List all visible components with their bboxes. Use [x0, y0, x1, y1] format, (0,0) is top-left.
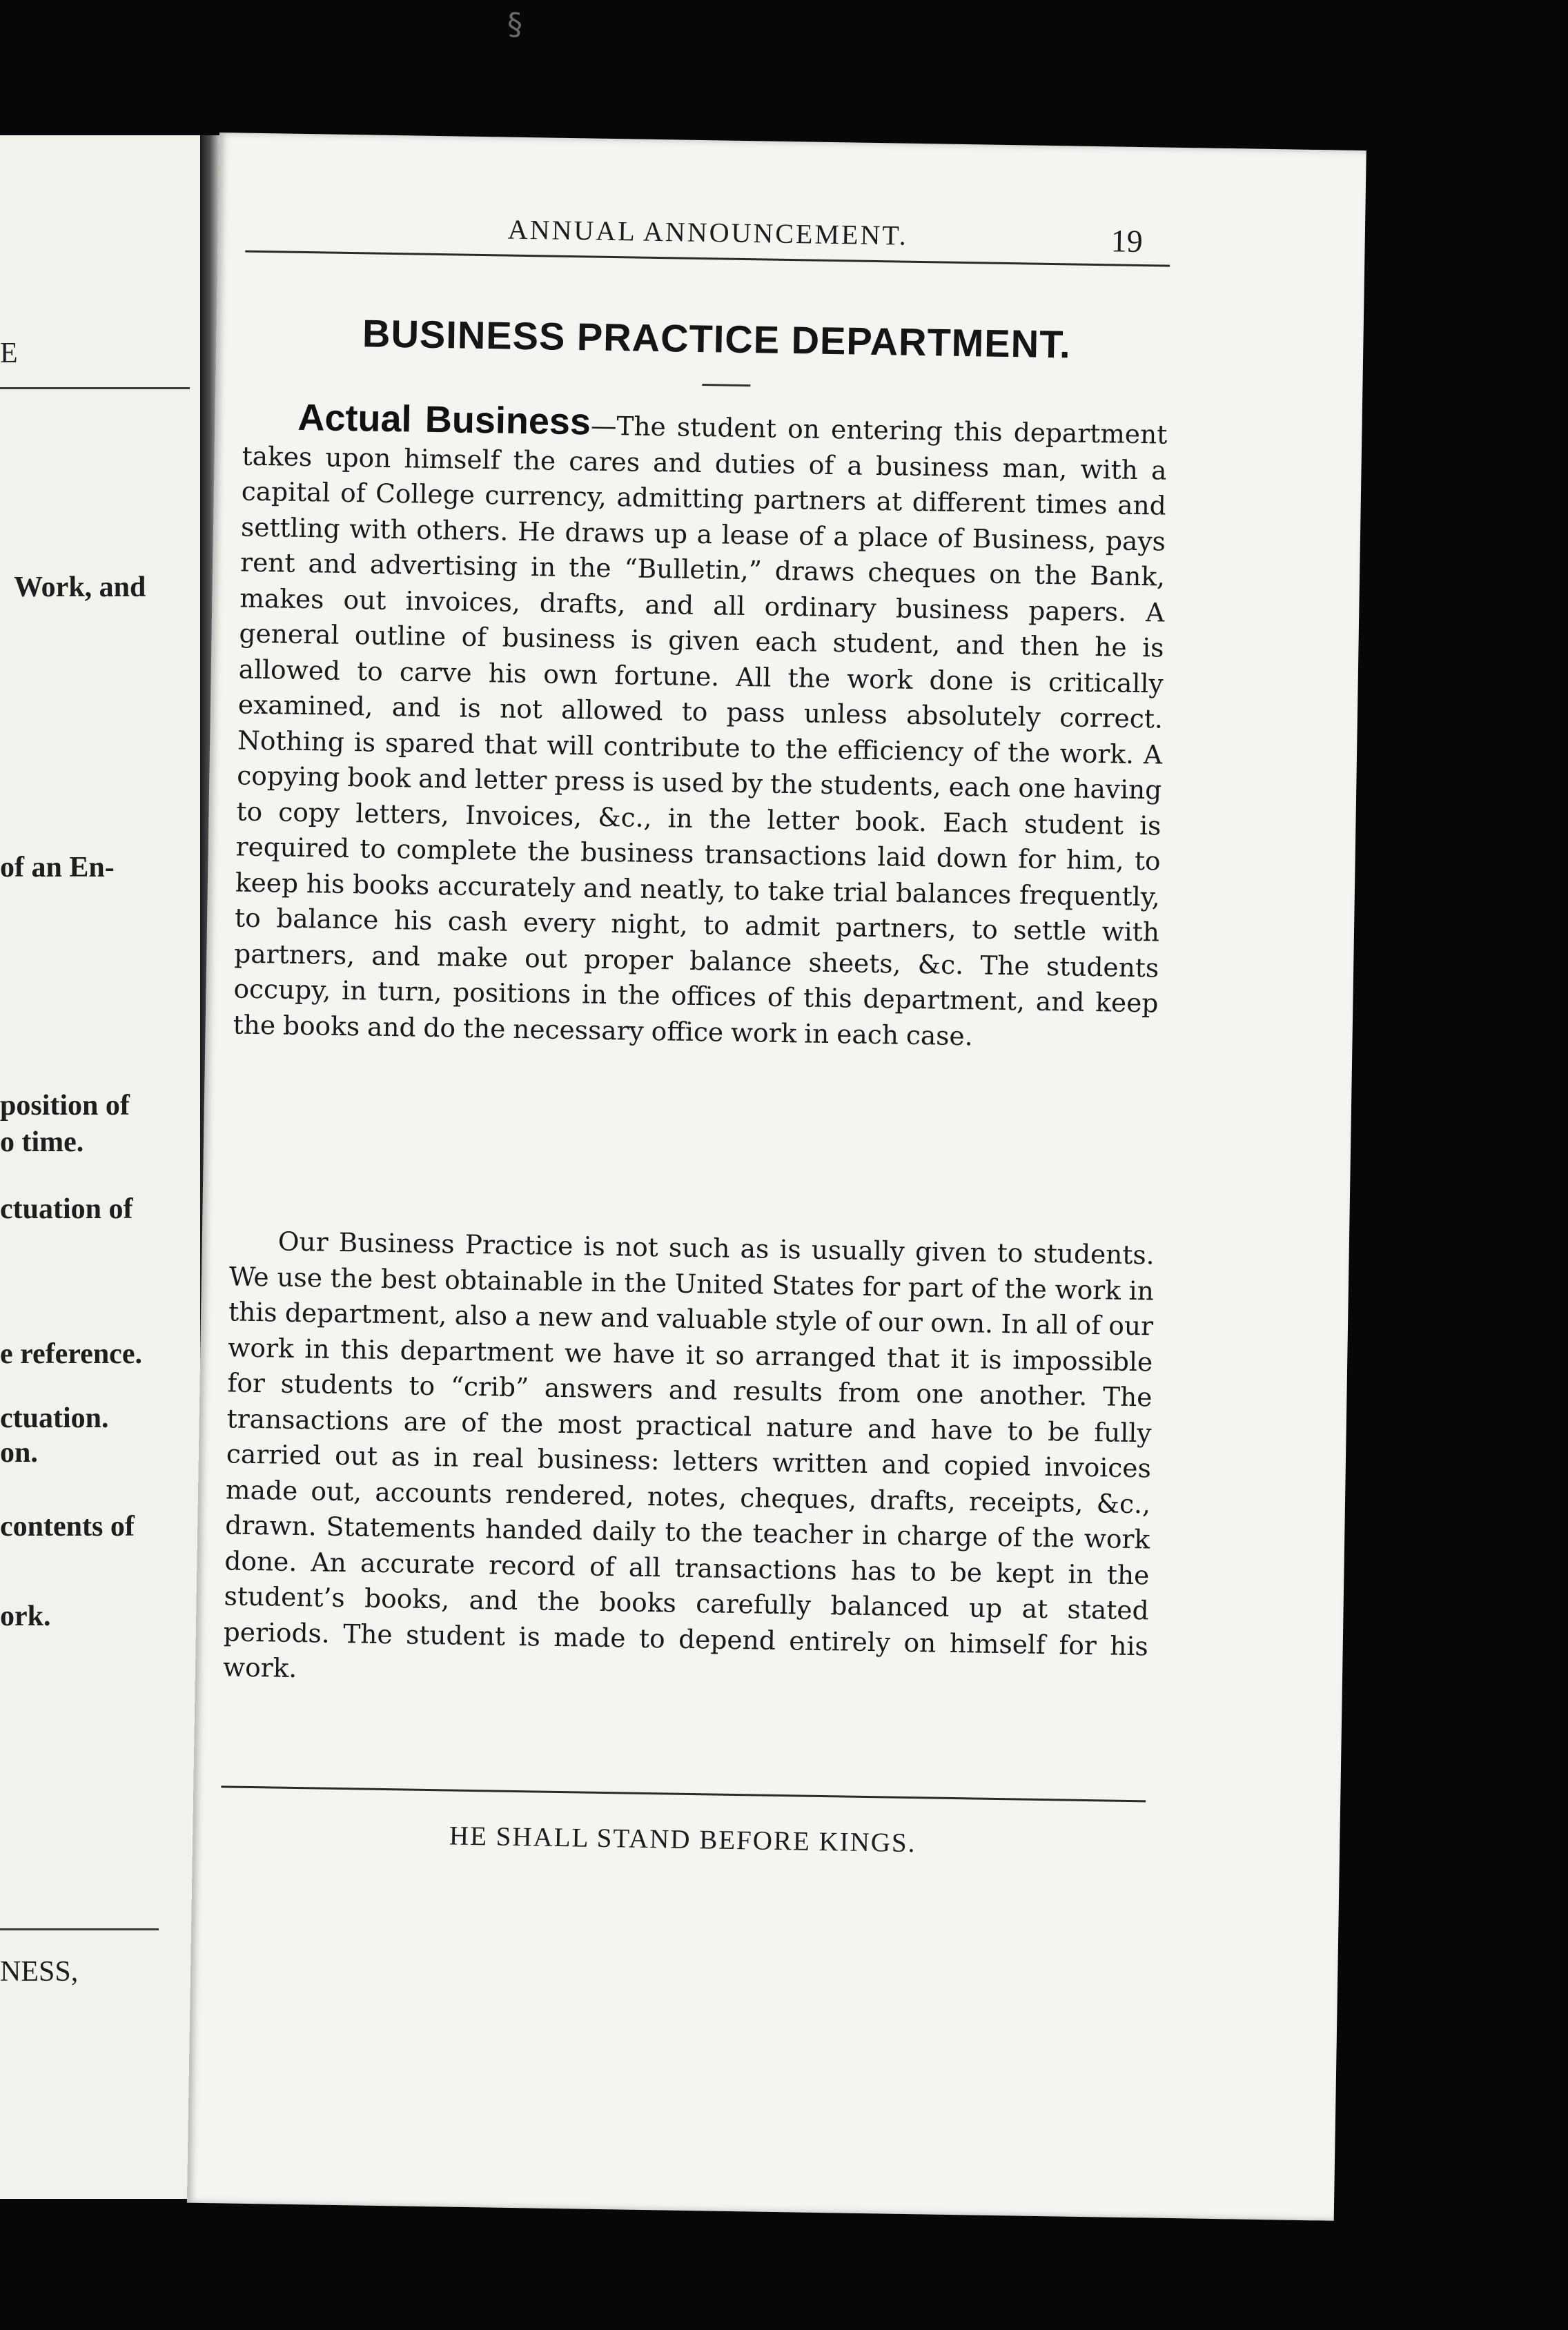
left-fragment-line: ctuation of: [0, 1193, 133, 1225]
section-heading: Actual Business: [297, 396, 591, 443]
left-fragment-line: o time.: [0, 1126, 84, 1158]
left-rule-bottom: [0, 1928, 159, 1930]
left-fragment-line: NESS,: [0, 1956, 79, 1988]
left-rule-top: [0, 387, 190, 389]
right-page: [187, 133, 1366, 2221]
left-page-fragment: [0, 135, 200, 2199]
department-title: BUSINESS PRACTICE DEPARTMENT.: [362, 311, 1072, 366]
left-fragment-line: E: [0, 337, 18, 369]
paragraph-actual-business: [233, 396, 1168, 1057]
running-title: ANNUAL ANNOUNCEMENT.: [507, 213, 909, 251]
paragraph-business-practice: Our Business Practice is not such as is usually given to students. We use the best obtainable in the United States for part of the work in this department, also a new and valuable style of our own. In all of our work in this department we have it so arranged that it is impossible for students to “crib” answers and results from one another. The transactions are of the most practical nature and have to be fully carried out as in real business: letters written and copied invoices made out, accounts rendered, notes, cheques, drafts, receipts, &c., drawn. Statements handed daily to the teacher in charge of the work done. An accurate record of all transactions has to be kept in the student’s books, and the books carefully balanced up at stated periods. The student is made to depend entirely on himself for his work.: [222, 1226, 1155, 1684]
left-fragment-line: contents of: [0, 1511, 135, 1543]
page-number: 19: [1110, 223, 1144, 260]
footer-motto: HE SHALL STAND BEFORE KINGS.: [449, 1821, 917, 1859]
left-fragment-line: on.: [0, 1437, 38, 1469]
left-fragment-line: ork.: [0, 1600, 51, 1632]
left-fragment-line: e reference.: [0, 1338, 142, 1370]
left-fragment-line: position of: [0, 1090, 130, 1122]
left-fragment-line: Work, and: [14, 571, 146, 603]
scan-mark-glyph: §: [507, 7, 522, 42]
title-dash-divider: [702, 384, 750, 386]
left-fragment-line: of an En-: [0, 852, 115, 883]
footer-rule: [221, 1785, 1146, 1802]
running-head: [245, 209, 1170, 267]
left-fragment-line: ctuation.: [0, 1402, 109, 1434]
paragraph-1-text: —The student on entering this department takes upon himself the cares and duties of a business man, with a capital of College currency, admitting partners at different times and settling with others. He draws up a lease of a place of Business, pays rent and advertising in the “Bulletin,” draws cheques on the Bank, makes out invoices, drafts, and all ordinary business papers. A general outline of business is given each student, and then he is allowed to carve his own fortune. All the work done is critically examined, and is not allowed to pass unless absolutely correct. Nothing is spared that will contribute to the efficiency of the work. A copying book and letter press is used by the students, each one having to copy letters, Invoices, &c., in the letter book. Each student is required to complete the business transactions laid down for him, to keep his books accurately and neatly, to take trial balances frequently, to balance his cash every night, to admit partners, to settle with partners, and make out proper balance sheets, &c. The students occupy, in turn, positions in the offices of this department, and keep the books and do the necessary office work in each case.: [233, 410, 1168, 1051]
